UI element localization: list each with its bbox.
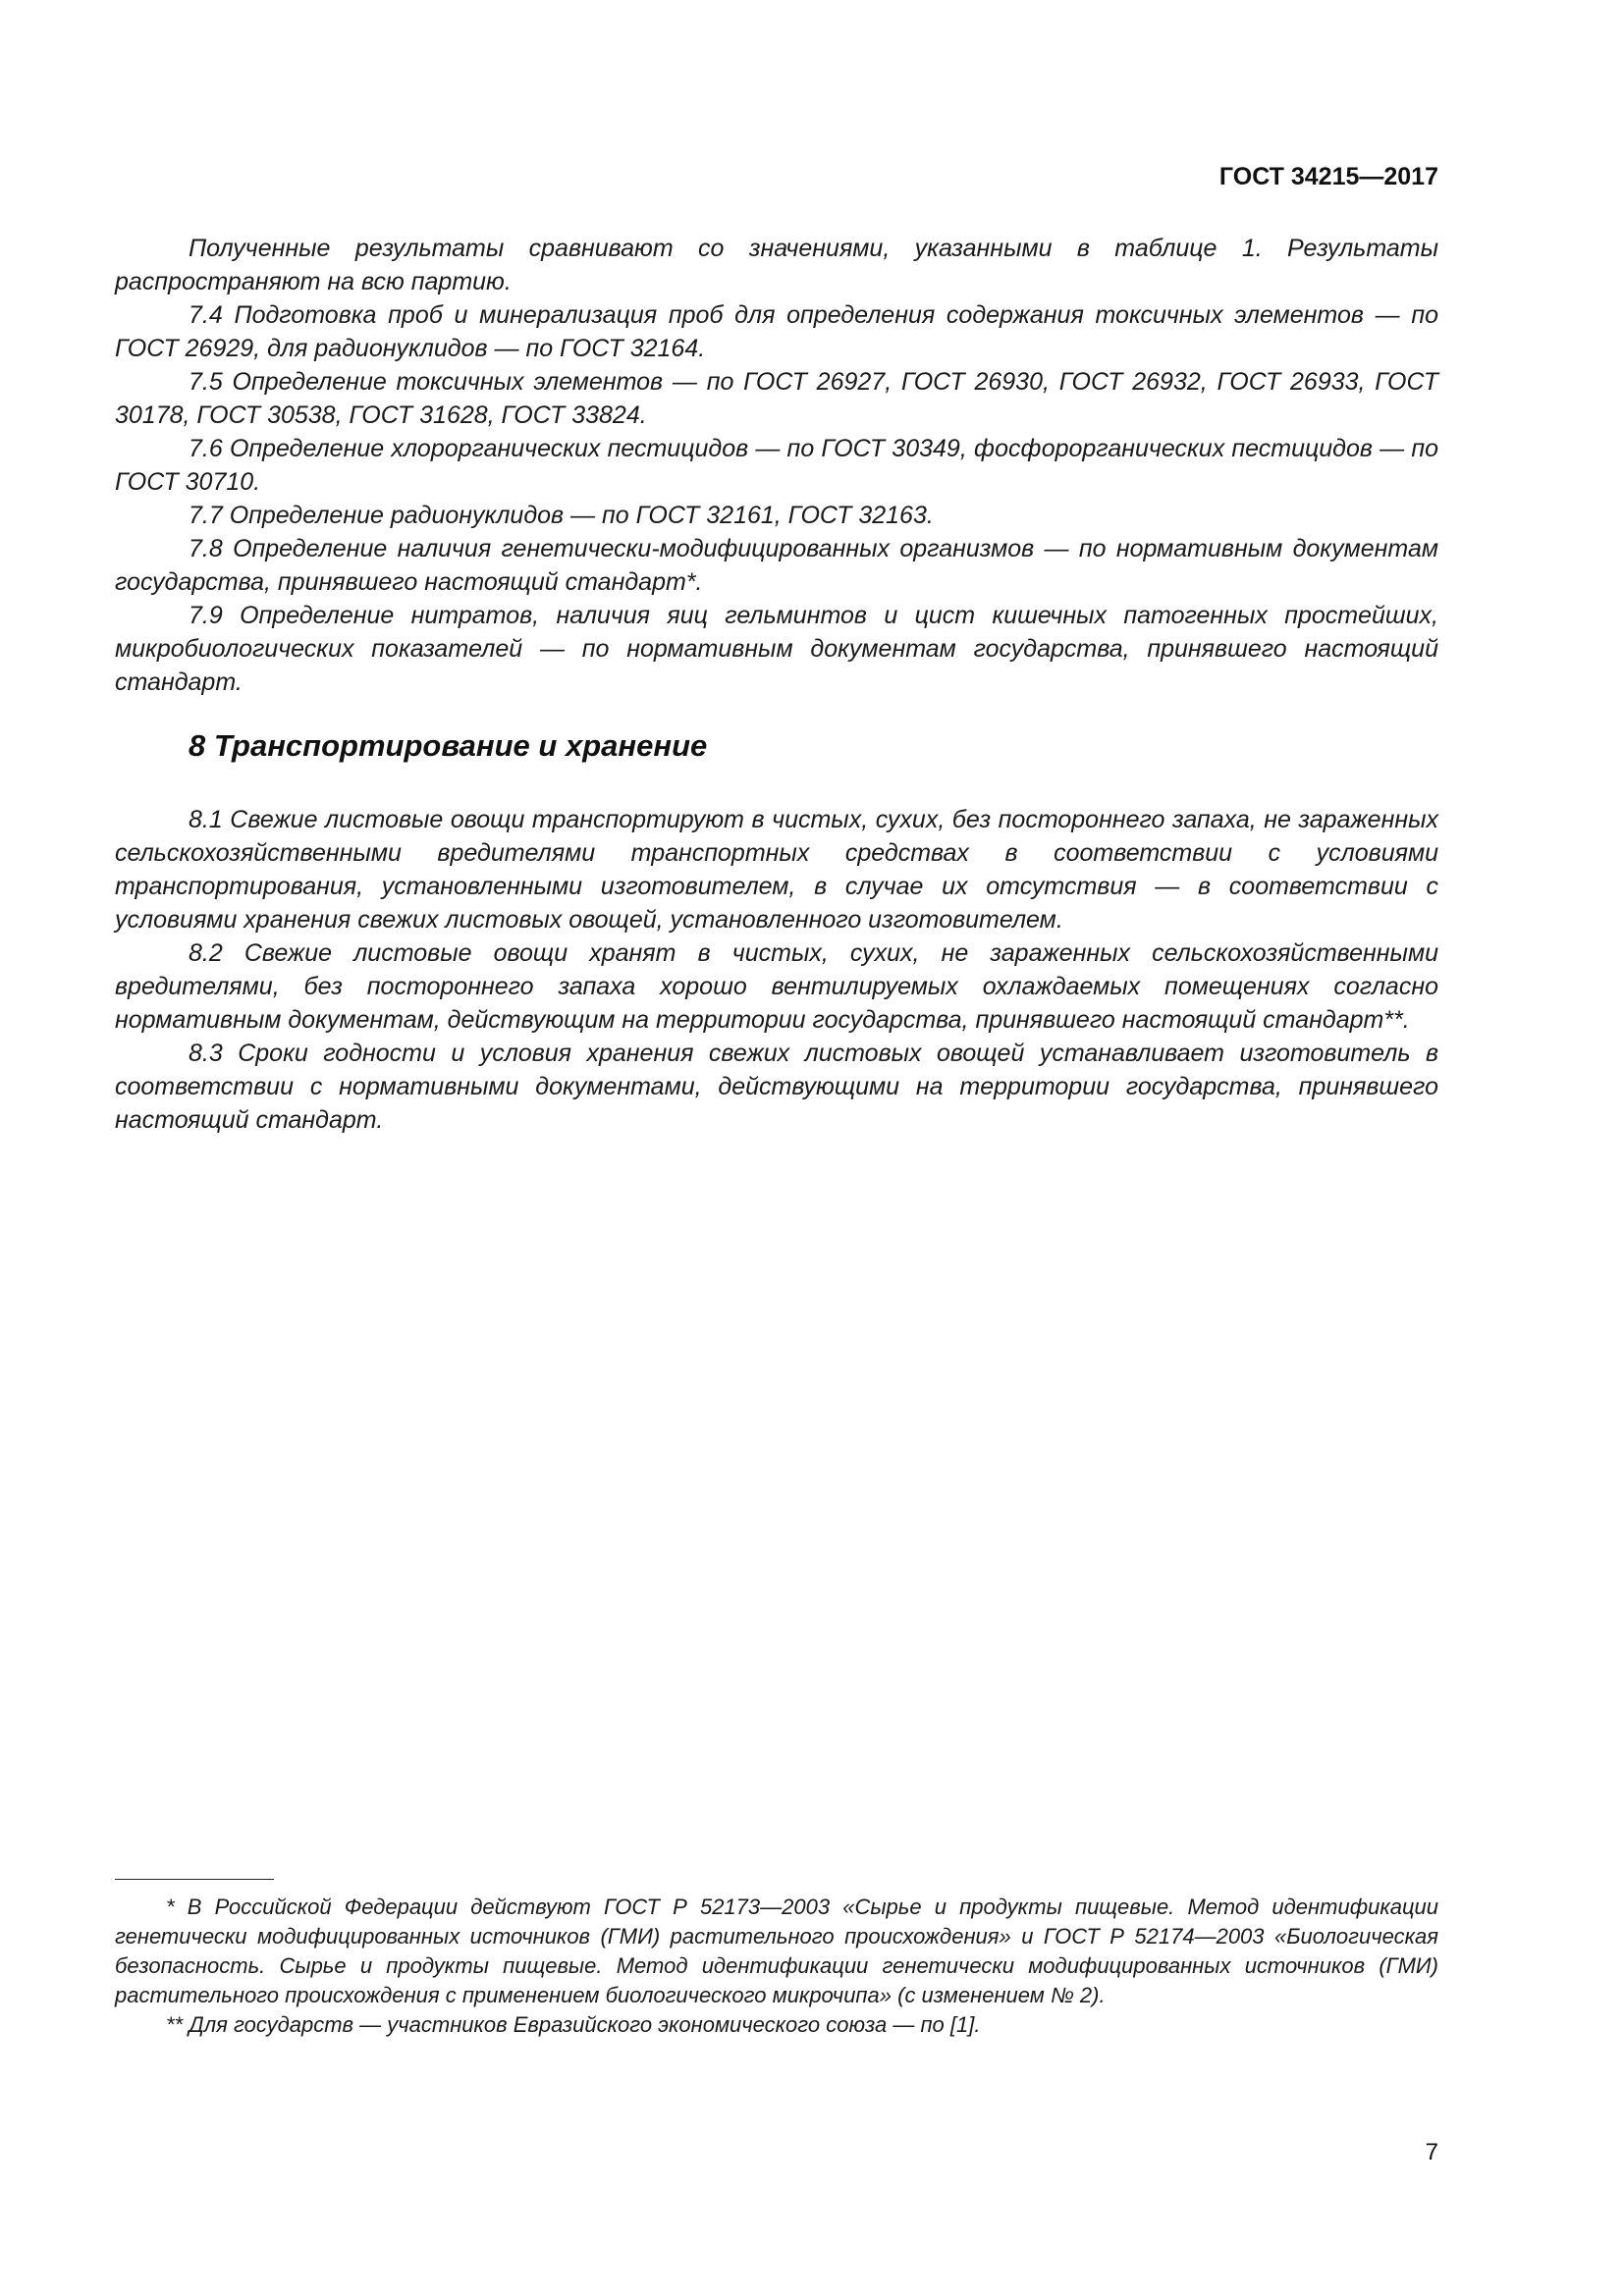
paragraph-8-2: 8.2 Свежие листовые овощи хранят в чистых, сухих, не зараженных сельскохозяйственными вредителями, без постороннего запаха хорошо вентилируемых охлаждаемых помещениях согласно нормативным документам, действующим на территории государства, принявшего настоящий стандарт**. [115, 939, 1438, 1034]
footnote-1: * В Российской Федерации действуют ГОСТ Р 52173—2003 «Сырье и продукты пищевые. Метод идентификации генетически модифицированных источников (ГМИ) растительного происхождения» и ГОСТ Р 52174—2003 «Биологическая безопасность. Сырье и продукты пищевые. Метод идентификации генетически модифицированных источников (ГМИ) растительного происхождения с применением биологического микрочипа» (с изменением № 2). [115, 1895, 1438, 2007]
paragraph-7-8: 7.8 Определение наличия генетически-модифицированных организмов — по нормативным документам государства, принявшего настоящий стандарт*. [115, 535, 1438, 596]
paragraph-8-3: 8.3 Сроки годности и условия хранения свежих листовых овощей устанавливает изготовитель в соответствии с нормативными документами, действующими на территории государства, принявшего настоящий стандарт. [115, 1040, 1438, 1134]
section-8-body [115, 803, 1438, 1137]
paragraph-7-5: 7.5 Определение токсичных элементов — по ГОСТ 26927, ГОСТ 26930, ГОСТ 26932, ГОСТ 26933, ГОСТ 30178, ГОСТ 30538, ГОСТ 31628, ГОСТ 33824. [115, 368, 1438, 429]
paragraph-7-7: 7.7 Определение радионуклидов — по ГОСТ 32161, ГОСТ 32163. [189, 502, 934, 529]
footnote-2: ** Для государств — участников Евразийского экономического союза — по [1]. [166, 2012, 981, 2037]
document-id: ГОСТ 34215—2017 [1218, 163, 1438, 190]
paragraph-7-4: 7.4 Подготовка проб и минерализация проб для определения содержания токсичных элементов — по ГОСТ 26929, для радионуклидов — по ГОСТ 32164. [115, 301, 1438, 362]
page-number: 7 [1425, 2139, 1438, 2165]
section-7-body [115, 232, 1438, 699]
footnote-separator [115, 1879, 274, 1880]
section-8-title: 8 Транспортирование и хранение [189, 728, 708, 763]
paragraph-8-1: 8.1 Свежие листовые овощи транспортируют в чистых, сухих, без постороннего запаха, не зараженных сельскохозяйственными вредителями транспортных средствах в соответствии с условиями транспортирования, установленными изготовителем, в случае их отсутствия — в соответствии с условиями хранения свежих листовых овощей, установленного изготовителем. [115, 806, 1438, 934]
paragraph-7-9: 7.9 Определение нитратов, наличия яиц гельминтов и цист кишечных патогенных простейших, микробиологических показателей — по нормативным документам государства, принявшего настоящий стандарт. [115, 602, 1438, 696]
paragraph-results: Полученные результаты сравнивают со значениями, указанными в таблице 1. Результаты распространяют на всю партию. [115, 235, 1438, 295]
footnotes [115, 1893, 1438, 2040]
paragraph-7-6: 7.6 Определение хлорорганических пестицидов — по ГОСТ 30349, фосфорорганических пестицидов — по ГОСТ 30710. [115, 435, 1438, 496]
